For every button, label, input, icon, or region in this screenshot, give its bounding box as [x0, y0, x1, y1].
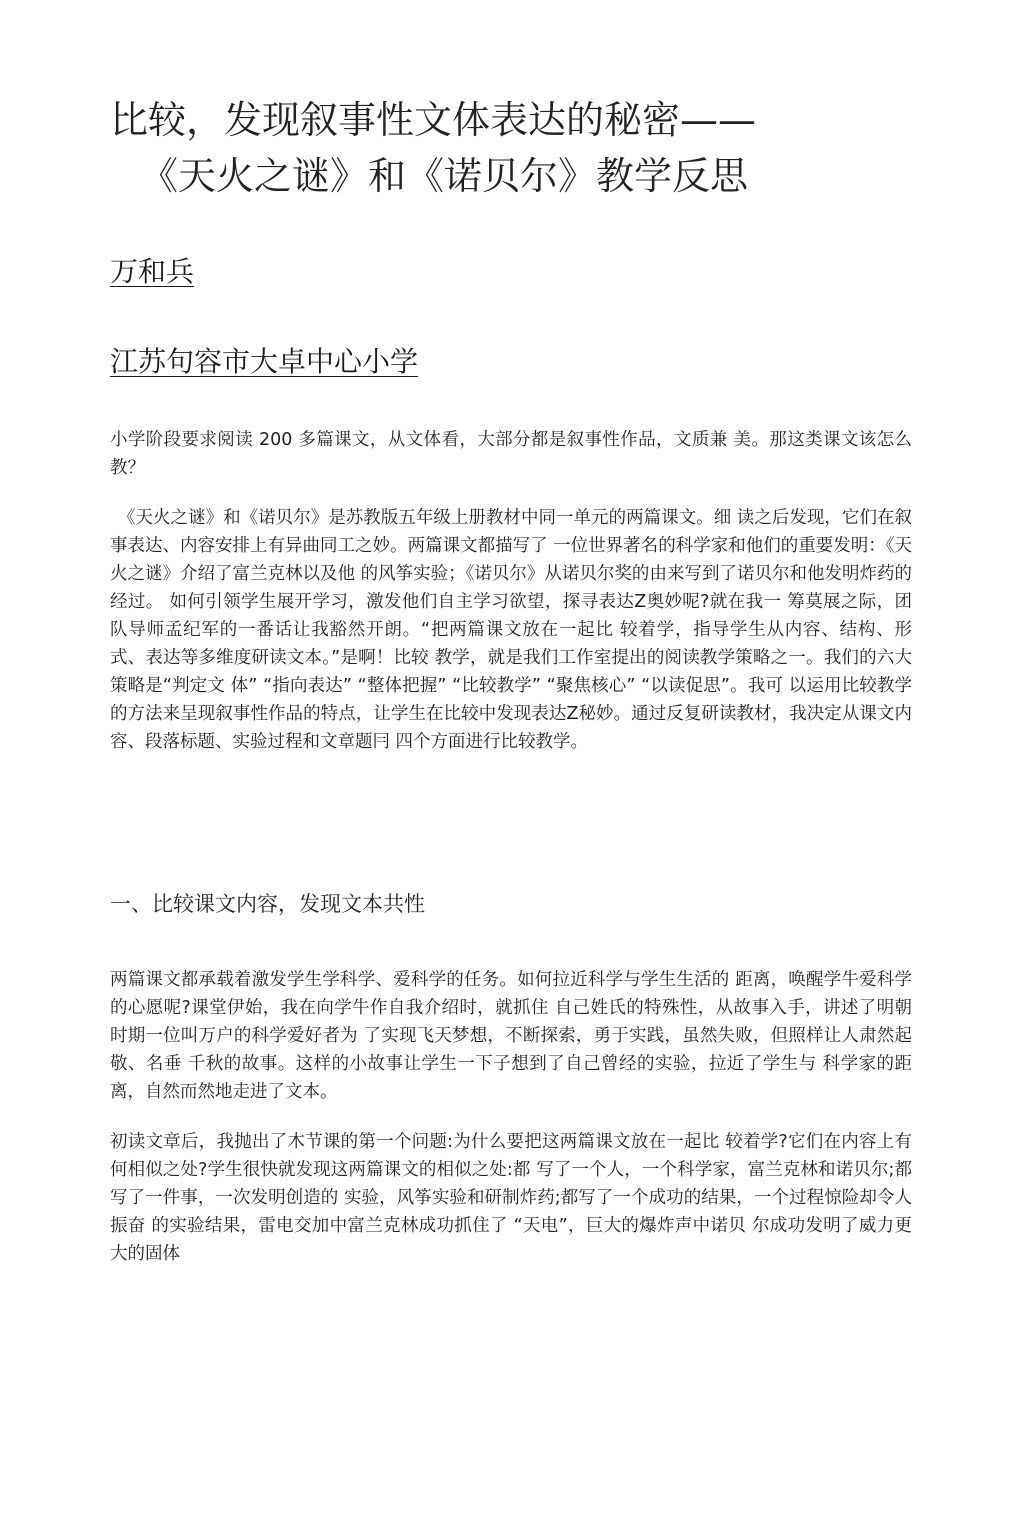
- section-paragraph: 初读文章后，我抛出了木节课的第一个问题:为什么要把这两篇课文放在一起比 较着学?它们在内容上有何相似之处?学生很快就发现这两篇课文的相似之处:都 写了一个人，一个科学家，富兰克林和诺贝尔;都写了一件事，一次发明创造的 实验，风筝实验和研制炸药;都写了一个成功的结果，一个过程惊险却令人振奋 的实验结果，雷电交加中富兰克林成功抓住了 “天电”，巨大的爆炸声中诺贝 尔成功发明了威力更大的固体: [110, 1132, 912, 1264]
- title-line-2: 《天火之谜》和《诺贝尔》教学反思: [140, 154, 749, 198]
- document-page: [110, 92, 912, 1268]
- section-paragraph: 两篇课文都承载着激发学生学科学、爱科学的任务。如何拉近科学与学生生活的 距离，唤醒学牛爱科学的心愿呢?课堂伊始，我在向学牛作自我介绍时，就抓住 自己姓氏的特殊性，从故事入手，讲述了明朝时期一位叫万户的科学爱好者为 了实现飞天梦想，不断探索，勇于实践，虽然失败，但照样让人肃然起敬、名垂 千秋的故事。这样的小故事让学生一下子想到了自己曾经的实验，拉近了学生与 科学家的距离，自然而然地走进了文本。: [110, 970, 912, 1102]
- section-heading: 一、比较课文内容，发现文本共性: [110, 892, 425, 916]
- author-name: 万和兵: [110, 255, 195, 288]
- author-affiliation: 江苏句容市大卓中心小学: [110, 345, 419, 378]
- title-line-1: 比较，发现叙事性文体表达的秘密——: [110, 98, 757, 142]
- main-paragraph: 《天火之谜》和《诺贝尔》是苏教版五年级上册教材中同一单元的两篇课文。细 读之后发现，它们在叙事表达、内容安排上有异曲同工之妙。两篇课文都描写了 一位世界著名的科学家和他们的重要发明：《天火之谜》介绍了富兰克林以及他 的风筝实验；《诺贝尔》从诺贝尔奖的由来写到了诺贝尔和他发明炸药的经过。 如何引领学生展开学习，激发他们自主学习欲望，探寻表达Z奥妙呢?就在我一 筹莫展之际，团队导师孟纪军的一番话让我豁然开朗。“把两篇课文放在一起比 较着学，指导学生从内容、结构、形式、表达等多维度研读文本。”是啊！比较 教学，就是我们工作室提出的阅读教学策略之一。我们的六大策略是“判定文 体” “指向表达” “整体把握” “比较教学” “聚焦核心” “以读促思”。我可 以运用比较教学的方法来呈现叙事性作品的特点，让学生在比较中发现表达Z秘妙。通过反复研读教材，我决定从课文内容、段落标题、实验过程和文章题冃 四个方面进行比较教学。: [110, 508, 912, 752]
- intro-paragraph: 小学阶段要求阅读 200 多篇课文，从文体看，大部分都是叙事性作品，文质兼 美。那这类课文该怎么教？: [110, 430, 912, 478]
- document-title: [110, 92, 912, 204]
